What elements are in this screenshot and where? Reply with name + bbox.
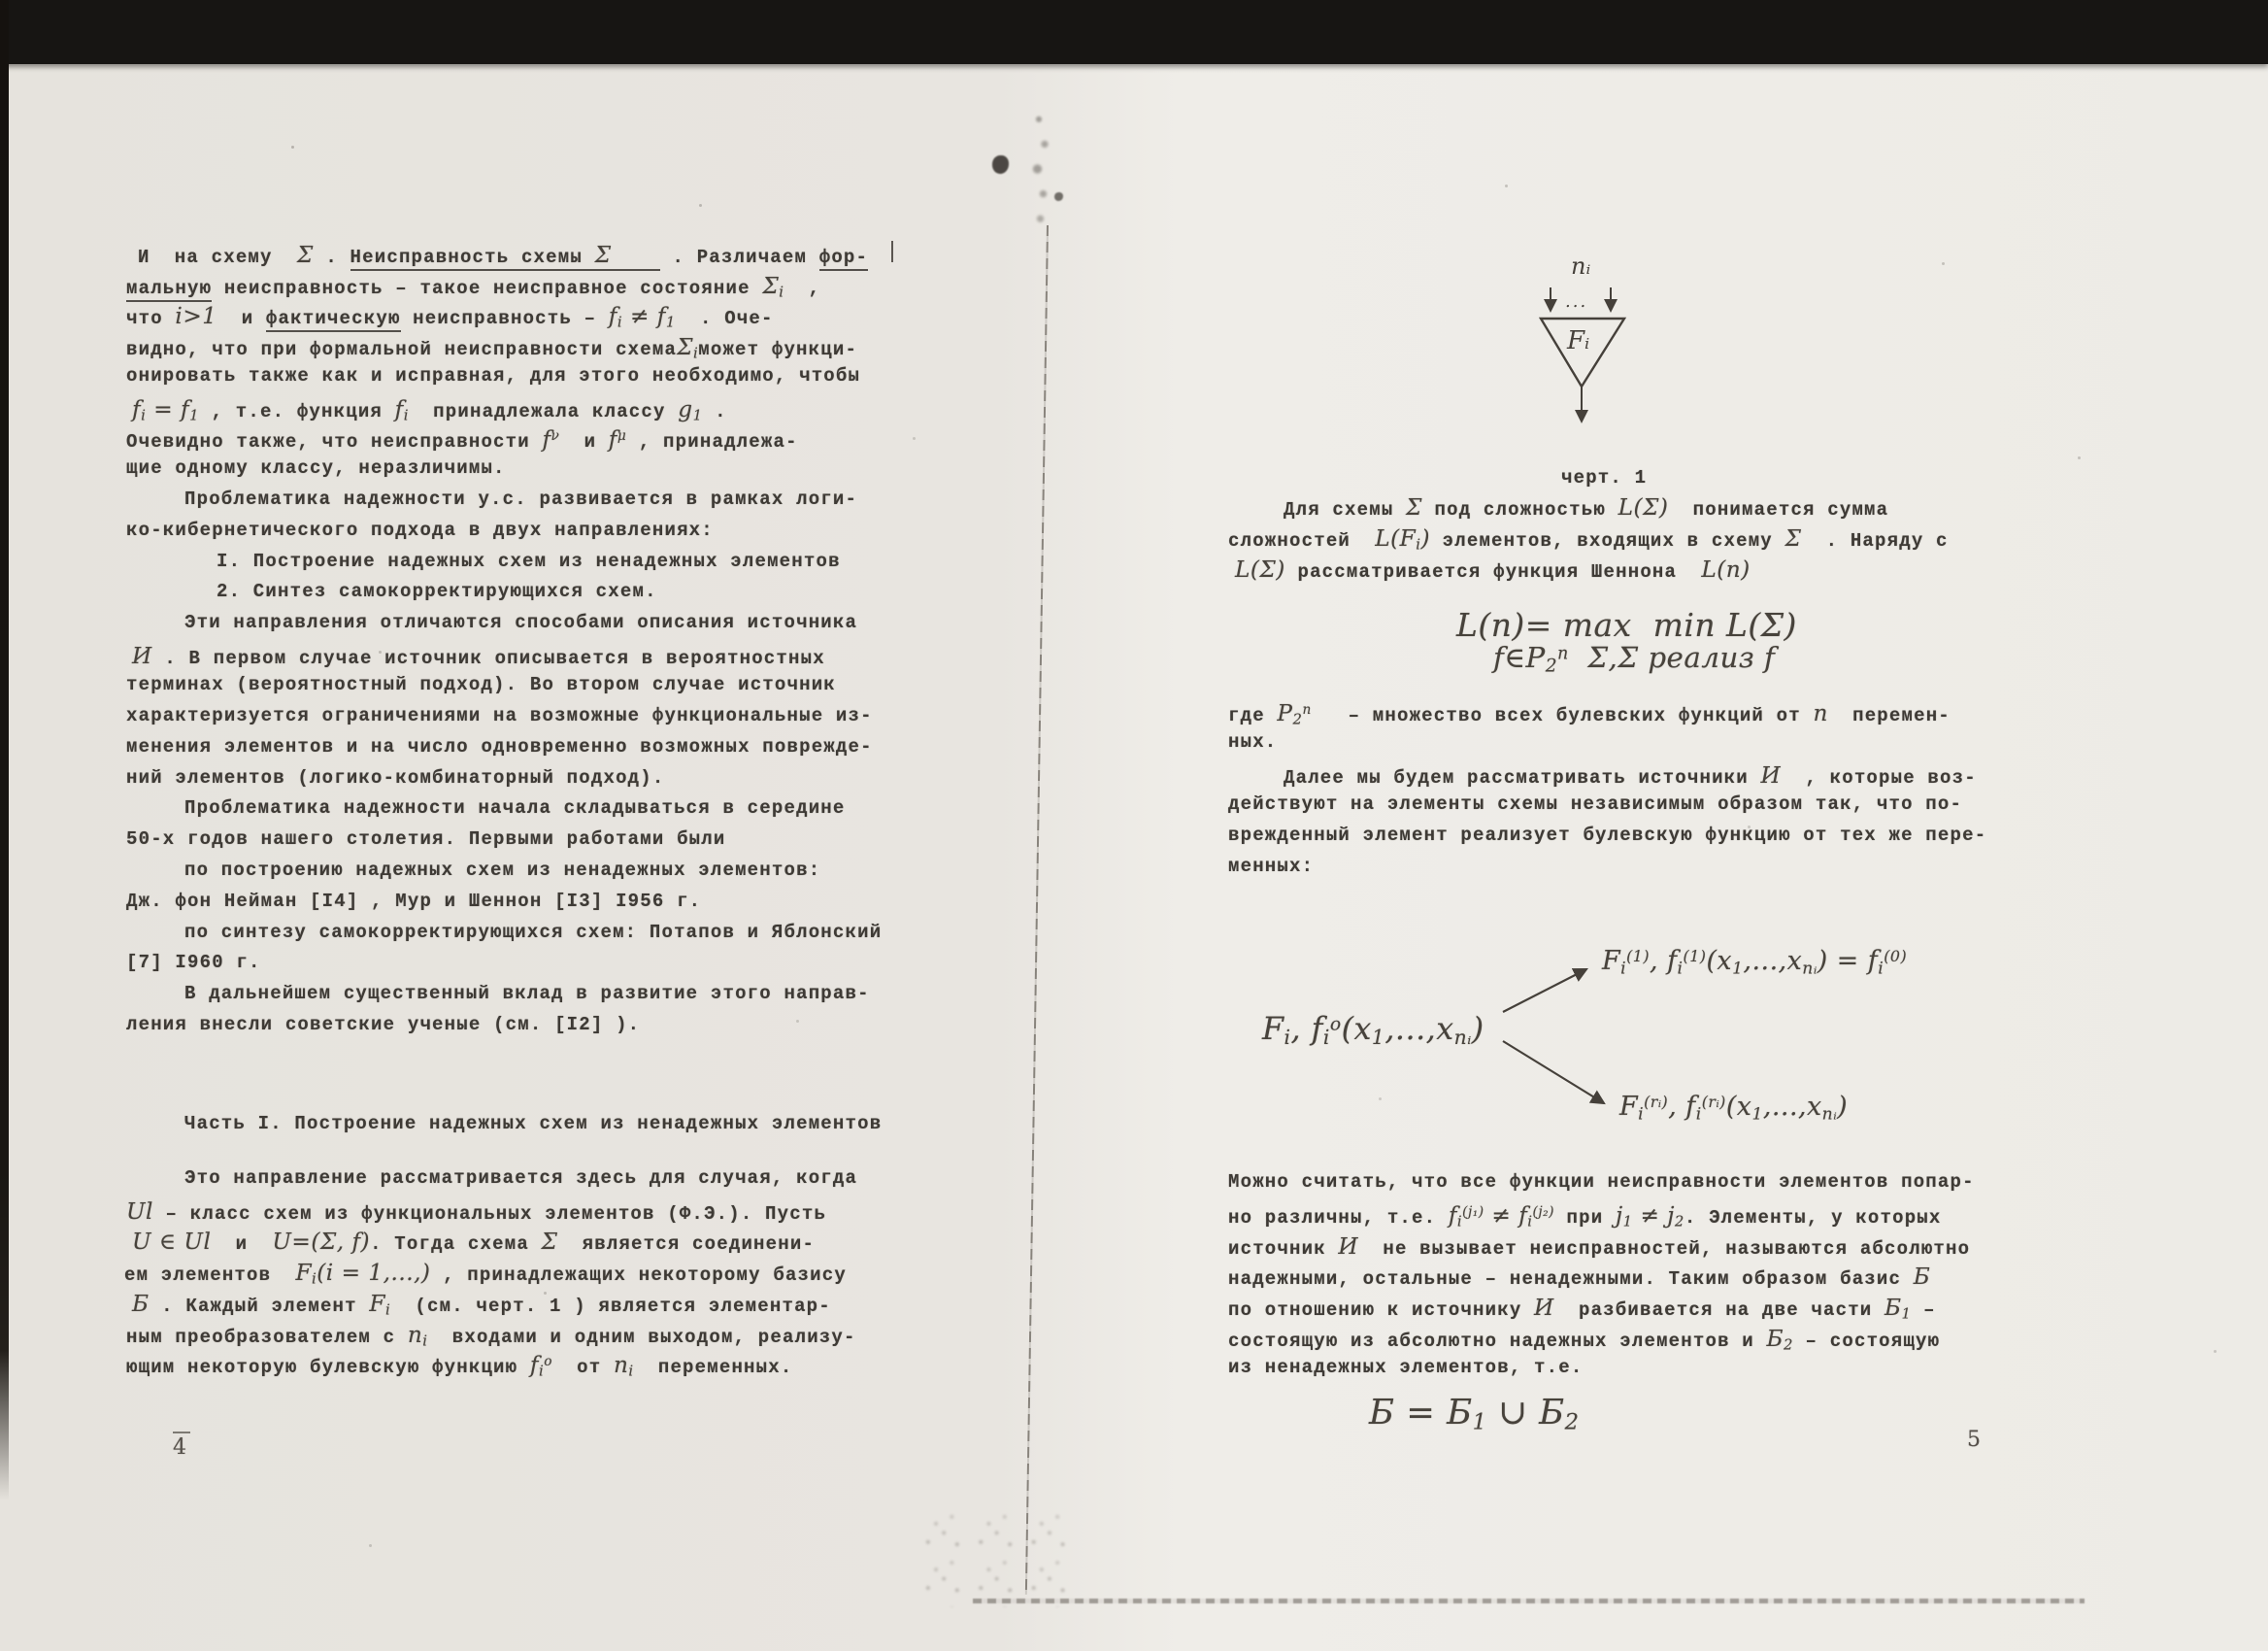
text-line: из ненадежных элементов, т.е. bbox=[1228, 1357, 1584, 1378]
text-line: Очевидно также, что неисправности $f^\nu$ и $f^\mu$ , принадлежа- bbox=[126, 426, 798, 453]
dust-specks bbox=[291, 146, 294, 149]
left-page-number bbox=[173, 1435, 190, 1460]
part-title: Часть I. Построение надежных схем из ненадежных элементов bbox=[184, 1113, 883, 1134]
text-line: И . В первом случае источник описывается в вероятностных bbox=[132, 643, 825, 669]
left-page-number-value: 4 bbox=[173, 1432, 190, 1460]
text-line: L(Σ) рассматривается функция Шеннона L(n) bbox=[1235, 556, 1751, 583]
branch-arrow-up bbox=[1503, 969, 1586, 1012]
ink-blob-small bbox=[1054, 192, 1063, 201]
text-line: U ∈ Ul и U=(Σ, f). Тогда схема Σ является соединени- bbox=[132, 1229, 816, 1255]
figure-functional-element bbox=[1534, 251, 1641, 435]
figure-caption: черт. 1 bbox=[1561, 467, 1648, 489]
right-page-number bbox=[1967, 1428, 1981, 1452]
text-line: онировать также как и исправная, для этого необходимо, чтобы bbox=[126, 365, 861, 387]
text-line: ем элементов Fi(i = 1,...,) , принадлежащих некоторому базису bbox=[124, 1260, 847, 1288]
text-line: менения элементов и на число одновременно возможных поврежде- bbox=[126, 736, 873, 758]
text-line: менных: bbox=[1228, 856, 1315, 877]
text-line: терминах (вероятностный подход). Во втором случае источник bbox=[126, 674, 836, 695]
text-line: надежными, остальные – ненадежными. Таким образом базис Б bbox=[1228, 1264, 1931, 1290]
text-line: по синтезу самокорректирующихся схем: Потапов и Яблонский bbox=[184, 922, 883, 943]
scanner-edge-band-top bbox=[0, 0, 2268, 64]
text-line: Проблематика надежности начала складываться в середине bbox=[184, 797, 846, 819]
text-line: ным преобразователем с ni входами и одним выходом, реализу- bbox=[126, 1322, 856, 1350]
ink-blob bbox=[992, 155, 1009, 174]
figure-element-triangle bbox=[1541, 319, 1624, 387]
scanner-edge-strip-left bbox=[0, 0, 9, 1500]
formula-basis-union: Б = Б1 ∪ Б2 bbox=[1369, 1393, 1580, 1435]
text-line: И на схему Σ . Неисправность схемы Σ . Различаем фор- bbox=[138, 242, 868, 273]
text-line: источник И не вызывает неисправностей, называются абсолютно bbox=[1228, 1233, 1971, 1260]
text-line: Далее мы будем рассматривать источники И , которые воз- bbox=[1284, 762, 1977, 789]
text-line: В дальнейшем существенный вклад в развитие этого направ- bbox=[184, 983, 870, 1004]
text-line: ющим некоторую булевскую функцию $fi^o$ от ni переменных. bbox=[126, 1352, 793, 1380]
text-line: I. Построение надежных схем из ненадежных элементов bbox=[217, 551, 841, 572]
formula-shannon-line2: f∈P2$^n$ Σ,Σ реализ f bbox=[1493, 641, 1776, 677]
text-line: 2. Синтез самокорректирующихся схем. bbox=[217, 581, 657, 602]
text-line: врежденный элемент реализует булевскую функцию от тех же пере- bbox=[1228, 825, 1987, 846]
text-line: ко-кибернетического подхода в двух направлениях: bbox=[126, 520, 714, 541]
text-line: щие одному классу, неразличимы. bbox=[126, 457, 506, 479]
text-line: характеризуется ограничениями на возможные функциональные из- bbox=[126, 705, 873, 726]
text-line: Эти направления отличаются способами описания источника bbox=[184, 612, 858, 633]
formula-shannon-line1: L(n)= max min L(Σ) bbox=[1456, 606, 1797, 644]
center-fold-smudge bbox=[1027, 107, 1056, 231]
center-fold-bottom-crease bbox=[973, 1599, 2085, 1603]
text-line: 50-х годов нашего столетия. Первыми работами были bbox=[126, 828, 726, 850]
text-line: Это направление рассматривается здесь для случая, когда bbox=[184, 1167, 858, 1189]
figure-input-dots: ... bbox=[1565, 291, 1588, 312]
text-line: по построению надежных схем из ненадежных элементов: bbox=[184, 859, 821, 881]
diagram-branch-r-expression: $Fi^{(rᵢ)}$, $fi^{(rᵢ)}(x1,...,xnᵢ)$ bbox=[1619, 1092, 1849, 1125]
text-line: действуют на элементы схемы независимым образом так, что по- bbox=[1228, 793, 1963, 815]
text-line: ний элементов (логико-комбинаторный подход). bbox=[126, 767, 665, 789]
text-line: видно, что при формальной неисправности схемаΣiможет функци- bbox=[126, 334, 858, 362]
center-fold-bottom-speckles bbox=[917, 1505, 1073, 1607]
text-line: Для схемы Σ под сложностью L(Σ) понимается сумма bbox=[1284, 494, 1889, 521]
text-line: ления внесли советские ученые (см. [I2] ). bbox=[126, 1014, 641, 1035]
text-line: мальную неисправность – такое неисправное состояние Σi , bbox=[126, 273, 821, 301]
text-line: Ul – класс схем из функциональных элементов (Ф.Э.). Пусть bbox=[126, 1198, 827, 1225]
text-line: но различны, т.е. $fi^{(j_1)} \ne fi^{(j_2)}$ при j1 ≠ j2. Элементы, у которых bbox=[1228, 1202, 1942, 1230]
center-fold-line bbox=[1025, 225, 1049, 1595]
text-line: ных. bbox=[1228, 731, 1278, 753]
text-line: [7] I960 г. bbox=[126, 952, 261, 973]
text-line: Проблематика надежности у.с. развивается в рамках логи- bbox=[184, 489, 858, 510]
text-line: состоящую из абсолютно надежных элементов и Б2 – состоящую bbox=[1228, 1326, 1941, 1354]
text-line: где P2$^n$ – множество всех булевских функций от n перемен- bbox=[1228, 700, 1951, 728]
right-page-number-value: 5 bbox=[1967, 1428, 1981, 1452]
text-line: сложностей L(Fi) элементов, входящих в схему Σ . Наряду с bbox=[1228, 525, 1949, 554]
figure-element-label: Fᵢ bbox=[1567, 326, 1590, 355]
stray-ink-mark bbox=[891, 241, 893, 262]
diagram-branch-1-expression: Fi$^{(1)}$, $fi^{(1)}(x1,...,xnᵢ) = fi^{(0)}$ bbox=[1602, 946, 1908, 979]
branch-arrow-down bbox=[1503, 1041, 1604, 1103]
text-line: fi = f1 , т.е. функция fi принадлежала классу g1 . bbox=[132, 396, 727, 424]
text-line: Дж. фон Нейман [I4] , Мур и Шеннон [I3] I956 г. bbox=[126, 891, 702, 912]
text-line: по отношению к источнику И разбивается на две части Б1 – bbox=[1228, 1295, 1936, 1323]
text-line: Можно считать, что все функции неисправности элементов попар- bbox=[1228, 1171, 1975, 1193]
text-line: Б . Каждый элемент Fi (см. черт. 1 ) является элементар- bbox=[132, 1291, 831, 1319]
diagram-source-expression: Fi, $fi^o(x1,...,xnᵢ)$ bbox=[1262, 1012, 1484, 1050]
text-line: что i>1 и фактическую неисправность – fi ≠ f1 . Оче- bbox=[126, 303, 774, 331]
figure-input-count-label: nᵢ bbox=[1571, 253, 1591, 280]
